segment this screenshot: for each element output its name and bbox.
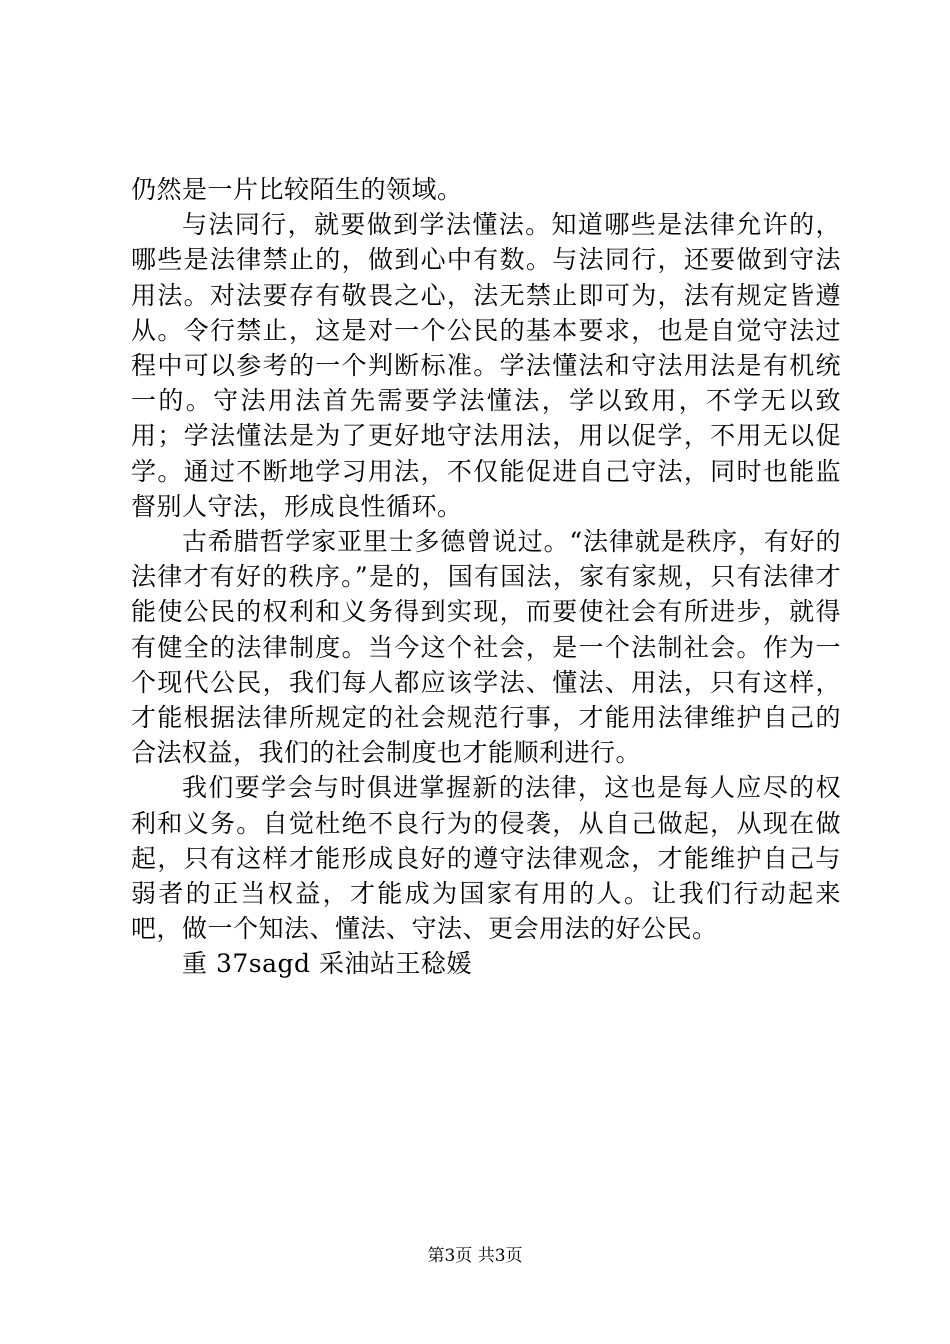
author-signature: 重 37sagd 采油站王稔媛 (182, 949, 472, 979)
paragraph-continuation: 仍然是一片比较陌生的领域。 (131, 175, 463, 204)
paragraph-aristotle-quote: 古希腊哲学家亚里士多德曾说过。“法律就是秩序，有好的法律才有好的秩序。”是的，国有国法，家有家规，只有法律才能使公民的权利和义务得到实现，而要使社会有所进步，就得有健全的法律制度。当今这个社会，是一个法制社会。作为一个现代公民，我们每人都应该学法、懂法、用法，只有这样，才能根据法律所规定的社会规范行事，才能用法律维护自己的合法权益，我们的社会制度也才能顺利进行。 (131, 527, 841, 768)
page-number-footer: 第3页 共3页 (427, 1246, 523, 1266)
paragraph-study-law: 与法同行，就要做到学法懂法。知道哪些是法律允许的，哪些是法律禁止的，做到心中有数。与法同行，还要做到守法用法。对法要存有敬畏之心，法无禁止即可为，法有规定皆遵从。令行禁止，这是对一个公民的基本要求，也是自觉守法过程中可以参考的一个判断标准。学法懂法和守法用法是有机统一的。守法用法首先需要学法懂法，学以致用，不学无以致用；学法懂法是为了更好地守法用法，用以促学，不用无以促学。通过不断地学习用法，不仅能促进自己守法，同时也能监督别人守法，形成良性循环。 (131, 210, 841, 521)
document-body (131, 172, 841, 982)
paragraph-call-to-action: 我们要学会与时俱进掌握新的法律，这也是每人应尽的权利和义务。自觉杜绝不良行为的侵袭，从自己做起，从现在做起，只有这样才能形成良好的遵守法律观念，才能维护自己与弱者的正当权益，才能成为国家有用的人。让我们行动起来吧，做一个知法、懂法、守法、更会用法的好公民。 (131, 773, 841, 944)
